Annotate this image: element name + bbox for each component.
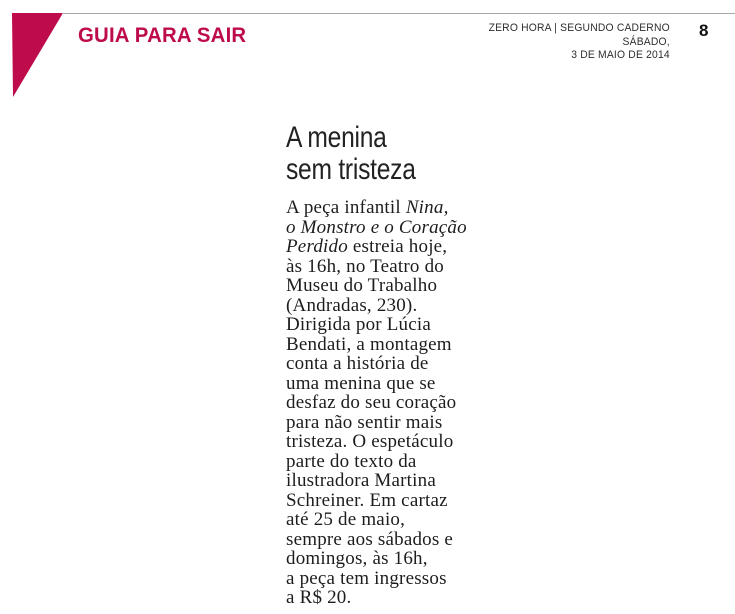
body-line [286,198,467,218]
article [286,121,486,608]
body-segment: A peça infantil [286,197,406,218]
body-line [286,588,467,608]
body-line [286,315,467,335]
body-segment: parte do texto da [286,450,417,472]
brand-triangle-icon [0,0,70,100]
body-segment: conta a história de [286,353,429,374]
body-segment: uma menina que se [286,372,436,394]
body-line [286,530,467,550]
body-segment: (Andradas, 230). [286,294,418,316]
masthead-info [489,22,670,63]
body-line [286,354,467,374]
body-segment: Museu do Trabalho [286,275,438,296]
body-segment-italic: Perdido [286,236,348,257]
body-line [286,218,467,238]
headline-line-2: sem tristeza [286,153,416,186]
body-segment: para não sentir mais [286,411,443,433]
body-segment-italic: Nina, [405,197,449,218]
header-rule [62,13,735,14]
body-segment: estreia hoje, [347,236,448,257]
headline-line-1: A menina [286,121,387,154]
body-segment: Bendati, a montagem [286,333,452,355]
body-line [286,335,467,355]
body-line [286,374,467,394]
body-segment: a R$ 20. [286,587,352,608]
body-segment: Dirigida por Lúcia [286,314,431,335]
body-segment: a peça tem ingressos [286,567,447,589]
body-line [286,296,467,316]
body-segment-italic: o Monstro e o Coração [286,216,467,238]
body-line [286,491,467,511]
date-line: 3 DE MAIO DE 2014 [571,49,670,61]
body-segment: tristeza. O espetáculo [286,431,454,452]
body-line [286,237,467,257]
body-line [286,510,467,530]
day-line: SÁBADO, [622,35,670,48]
article-body [286,198,467,608]
body-line [286,276,467,296]
body-segment: às 16h, no Teatro do [286,255,444,277]
page-number: 8 [699,21,709,40]
body-line [286,413,467,433]
body-segment: domingos, às 16h, [286,548,428,569]
section-title: GUIA PARA SAIR [78,24,247,47]
body-line [286,471,467,491]
body-line [286,549,467,569]
body-segment: ilustradora Martina [286,470,436,491]
body-line [286,569,467,589]
body-line [286,452,467,472]
body-segment: sempre aos sábados e [286,528,454,550]
body-line [286,432,467,452]
body-line [286,393,467,413]
publication-line: ZERO HORA | SEGUNDO CADERNO [488,22,670,34]
article-headline [286,122,450,186]
body-segment: até 25 de maio, [286,509,406,530]
body-line [286,257,467,277]
body-segment: Schreiner. Em cartaz [286,489,448,511]
body-segment: desfaz do seu coração [286,392,457,413]
